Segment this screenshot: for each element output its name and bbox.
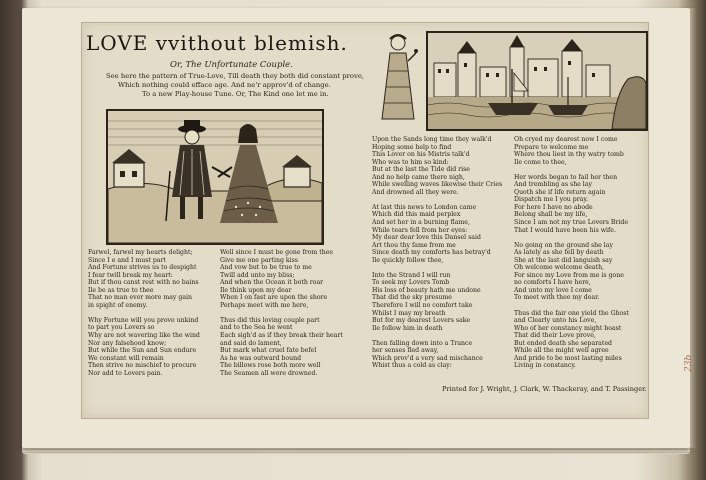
headnote-line-2: Which nothing could efface age. And ne'r approv'd of change. bbox=[118, 81, 331, 89]
verse-column-4: Oh cryed my dearest now I come Prepare to welcome me Where thou liest in thy watry tomb Ile come to thee, Her words began to fail her then And trembling as she lay Quoth she if life return again Dispatch me I you pray. For here I have no abode Belong shall be my life, Since I am not my true Lovers Bride That I would have been his wife. No going on the ground she lay As lately as she fell by death She at the last did languish say Oh welcome welcome death, For since my Love from me is gone no comforts I have here, And unto my love I come To meet with thee my dear. Thus did the fair one yield the Ghost and Clearly unto his Love, Who of her constancy might boast That did their Love prove, But ended death she separated While all the might well agree And pride to be most lasting miles Living in constancy. bbox=[514, 136, 629, 370]
printer-imprint: Printed for J. Wright, J. Clark, W. Thackeray, and T. Passinger. bbox=[442, 385, 647, 393]
broadside-sheet bbox=[81, 22, 649, 419]
woman-illustration bbox=[378, 31, 418, 123]
ballad-subtitle: Or, The Unfortunate Couple. bbox=[170, 60, 293, 70]
harbour-town-illustration bbox=[428, 33, 646, 129]
woodcut-couple bbox=[106, 109, 324, 245]
woodcut-woman bbox=[378, 31, 418, 123]
ballad-title: LOVE vvithout blemish. bbox=[86, 31, 348, 55]
verse-column-2: Well since I must be gone from thee Give me one parting kiss And vow but to be true to me Twill add unto my bliss; And when the Ocean it both roar Ile think upon my dear When I on fast are upon the shore Perhaps meet with me here, Thus did this loving couple part and to the Sea he went Each sigh'd as if they break their heart and said do lament, But mark what cruel fate befel As he was outward bound The billows rose both more well The Seamen all were drowned. bbox=[220, 249, 343, 377]
woodcut-harbour bbox=[426, 31, 648, 131]
verse-column-3: Upon the Sands long time they walk'd Hoping some help to find This Lover on his Mistris talk'd Who was to him so kind: But at the last the Tide did rise And no help came there nigh, While swelling waves likewise their Cries And drowned all they were. At last this news to London came Which did this maid perplex And set her in a burning flame, While tears fell from her eyes: My dear dear love this Dansel said Art thou thy fame from me Since death my comforts has betray'd Ile quickly follow thee, Into the Strand I will run To seek my Lovers Tomb His loss of beauty hath me undone That did the sky presume Therefore I will no comfort take Whilst I may my breath But for my dearest Lovers sake Ile follow him in death Then falling down into a Trance her senses fled away, Which prov'd a very sad mischance Whist thus a cold as clay: bbox=[372, 136, 503, 370]
couple-illustration bbox=[108, 111, 322, 243]
headnote-line-1: See here the pattern of True-Love, Till death they both did constant prove, bbox=[106, 72, 365, 80]
margin-pencil-note: 23b bbox=[684, 354, 694, 372]
fore-edge bbox=[690, 8, 696, 448]
headnote-line-3: To a new Play-house Tune. Or, The Kind one let me in. bbox=[142, 90, 329, 98]
verse-column-1: Farwel, farwel my hearts delight; Since I e and I must part And Fortune strives us to despight I fear twill break my heart: But if thou canst rest with no bains Ile be as true to thee That no man ever more may gain in spight of enemy. Why Fortune will you prove unkind to part you Lovers so Why are not wavering like the wind Nor any falsehood know; But while the Sun and Sun endure We constant will remain Then strive no mischief to procure Nor add to Lovers pain. bbox=[88, 249, 200, 377]
